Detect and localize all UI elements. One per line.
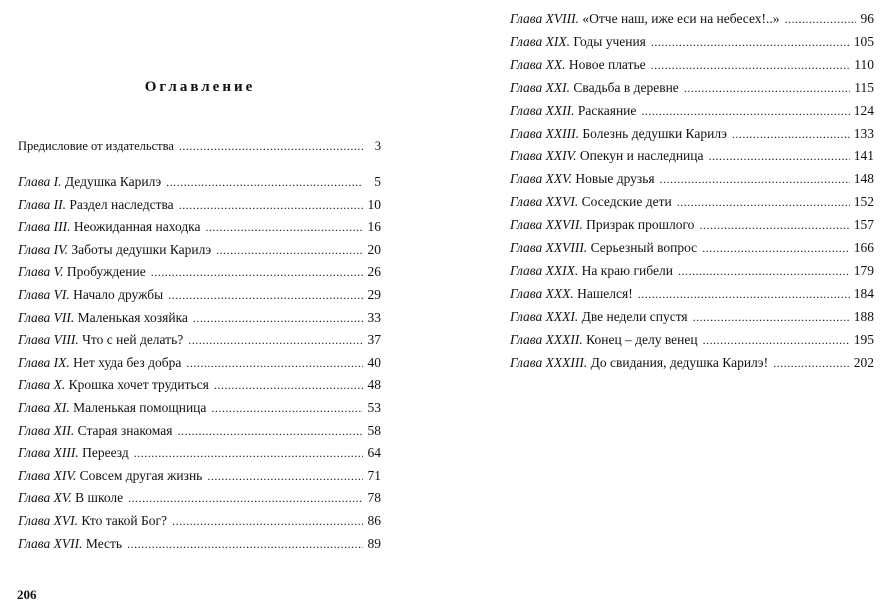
dot-leader bbox=[179, 138, 363, 155]
chapter-title: Серьезный вопрос bbox=[590, 240, 698, 255]
entry-page: 148 bbox=[853, 171, 874, 187]
entry-page: 96 bbox=[860, 11, 874, 26]
entry-page: 40 bbox=[367, 354, 381, 370]
chapter-title: Что с ней делать? bbox=[82, 332, 184, 348]
chapter-number: Глава XX. bbox=[510, 56, 566, 72]
toc-entry bbox=[510, 354, 874, 372]
dot-leader bbox=[128, 490, 363, 507]
chapter-number: Глава XII. bbox=[18, 422, 75, 438]
entry-label bbox=[510, 170, 655, 187]
dot-leader bbox=[168, 287, 363, 304]
dot-leader bbox=[785, 11, 856, 28]
dot-leader bbox=[684, 80, 850, 97]
chapter-number: Глава XXVII. bbox=[510, 217, 583, 233]
entry-page: 86 bbox=[367, 513, 381, 528]
entry-label bbox=[18, 535, 122, 552]
toc-entry bbox=[510, 216, 874, 234]
entry-label bbox=[18, 512, 167, 529]
chapter-title: Заботы дедушки Карилэ bbox=[71, 241, 212, 257]
entry-page: 133 bbox=[853, 125, 874, 141]
dot-leader bbox=[677, 194, 850, 211]
entry-page: 124 bbox=[853, 102, 874, 118]
dot-leader bbox=[172, 513, 363, 530]
chapter-title: Раскаяние bbox=[577, 102, 637, 118]
toc-entry bbox=[510, 102, 874, 120]
chapter-title: Переезд bbox=[82, 445, 129, 461]
entry-page: 152 bbox=[853, 194, 874, 210]
entry-label bbox=[510, 147, 703, 164]
entry-page: 184 bbox=[853, 285, 874, 301]
chapter-title: Годы учения bbox=[573, 33, 646, 49]
toc-entry bbox=[18, 399, 381, 417]
entry-page: 16 bbox=[367, 219, 381, 235]
entry-page: 64 bbox=[367, 445, 381, 461]
chapter-number: Глава XV. bbox=[18, 490, 72, 506]
chapter-title: Крошка хочет трудиться bbox=[68, 377, 209, 393]
toc-entry bbox=[18, 309, 381, 327]
dot-leader bbox=[211, 400, 363, 417]
entry-label bbox=[18, 422, 172, 439]
chapter-number: Глава XXIII. bbox=[510, 125, 580, 141]
chapter-number: Глава XXX. bbox=[510, 285, 574, 301]
chapter-title: Маленькая помощница bbox=[73, 400, 207, 415]
chapter-number: Глава XIV. bbox=[18, 467, 77, 483]
dot-leader bbox=[660, 171, 850, 188]
entry-page: 115 bbox=[854, 79, 874, 95]
entry-page: 188 bbox=[853, 308, 874, 324]
chapter-title: Новое платье bbox=[568, 56, 646, 72]
chapter-title: Неожиданная находка bbox=[73, 219, 201, 235]
entry-page: 195 bbox=[853, 331, 874, 347]
toc-entry bbox=[18, 354, 381, 372]
chapter-number: Глава XXXII. bbox=[510, 331, 583, 347]
chapter-number: Глава XXII. bbox=[510, 102, 575, 118]
dot-leader bbox=[179, 197, 363, 214]
chapter-title: Месть bbox=[85, 535, 123, 551]
chapter-number: Глава II. bbox=[18, 196, 67, 212]
chapter-number: Глава XI. bbox=[18, 400, 70, 415]
toc-entry bbox=[510, 147, 874, 165]
entry-label bbox=[510, 33, 646, 50]
entry-page: 26 bbox=[367, 264, 381, 280]
chapter-title: Дедушка Карилэ bbox=[64, 174, 162, 189]
toc-entry bbox=[18, 173, 381, 191]
chapter-title: Кто такой Бог? bbox=[81, 513, 168, 528]
toc-entry bbox=[510, 125, 874, 143]
chapter-title: Нашелся! bbox=[577, 285, 633, 301]
chapter-number: Глава XIII. bbox=[18, 445, 79, 461]
chapter-title: Пробуждение bbox=[66, 264, 146, 280]
dot-leader bbox=[207, 468, 363, 485]
chapter-number: Глава XVII. bbox=[18, 535, 83, 551]
toc-entry bbox=[18, 241, 381, 259]
toc-entry bbox=[510, 193, 874, 211]
entry-label bbox=[18, 399, 206, 416]
toc-entry bbox=[510, 285, 874, 303]
dot-leader bbox=[166, 174, 363, 191]
entry-page: 202 bbox=[853, 354, 874, 370]
entry-page: 10 bbox=[367, 196, 381, 212]
chapter-number: Глава IV. bbox=[18, 241, 69, 257]
entry-page: 20 bbox=[367, 241, 381, 257]
chapter-number: Глава I. bbox=[18, 174, 62, 189]
entry-page: 58 bbox=[367, 422, 381, 438]
toc-entry bbox=[510, 331, 874, 349]
chapter-title: Болезнь дедушки Карилэ bbox=[582, 125, 727, 141]
dot-leader bbox=[127, 536, 363, 553]
entry-label bbox=[510, 102, 636, 119]
chapter-number: Глава III. bbox=[18, 219, 71, 235]
toc-entry-preface bbox=[18, 138, 381, 155]
toc-entry bbox=[510, 10, 874, 28]
chapter-title: В школе bbox=[75, 490, 124, 506]
chapter-title: Две недели спустя bbox=[581, 308, 688, 324]
entry-page: 29 bbox=[367, 287, 381, 302]
dot-leader bbox=[708, 148, 849, 165]
dot-leader bbox=[732, 126, 850, 143]
entry-label bbox=[510, 193, 672, 210]
entry-label bbox=[510, 331, 698, 348]
chapter-title: До свидания, дедушка Карилэ! bbox=[590, 354, 769, 370]
toc-entry bbox=[18, 218, 381, 236]
entry-page: 3 bbox=[374, 139, 381, 153]
toc-entry bbox=[510, 262, 874, 280]
chapter-number: Глава XXI. bbox=[510, 79, 571, 95]
entry-label bbox=[510, 125, 727, 142]
chapter-title: Раздел наследства bbox=[69, 196, 174, 212]
chapter-number: Глава XXIV. bbox=[510, 148, 577, 164]
entry-label bbox=[18, 309, 188, 326]
toc-entry bbox=[18, 422, 381, 440]
entry-page: 5 bbox=[374, 174, 381, 189]
chapter-number: Глава IX. bbox=[18, 354, 70, 370]
toc-entry bbox=[18, 286, 381, 304]
toc-entry bbox=[18, 376, 381, 394]
chapter-title: Нет худа без добра bbox=[73, 354, 182, 370]
entry-label bbox=[510, 239, 697, 256]
right-page bbox=[443, 0, 886, 614]
toc-entry bbox=[18, 535, 381, 553]
entry-page: 71 bbox=[367, 467, 381, 483]
toc-entry bbox=[18, 196, 381, 214]
entry-label bbox=[18, 263, 146, 280]
entry-page: 166 bbox=[853, 240, 874, 255]
toc-entry bbox=[510, 56, 874, 74]
chapter-title: На краю гибели bbox=[581, 262, 673, 278]
chapter-title: Конец – делу венец bbox=[586, 331, 698, 347]
toc-entry bbox=[18, 489, 381, 507]
entry-label bbox=[18, 467, 202, 484]
dot-leader bbox=[702, 240, 850, 257]
chapter-number: Глава X. bbox=[18, 377, 66, 393]
entry-label bbox=[18, 173, 161, 190]
dot-leader bbox=[651, 34, 850, 51]
chapter-title: Соседские дети bbox=[581, 194, 672, 210]
dot-leader bbox=[678, 263, 850, 280]
dot-leader bbox=[177, 423, 363, 440]
entry-label: Предисловие от издательства bbox=[18, 139, 174, 153]
chapter-title: Свадьба в деревне bbox=[573, 79, 679, 95]
dot-leader bbox=[134, 445, 363, 462]
chapter-number: Глава XXVIII. bbox=[510, 240, 588, 255]
entry-page: 179 bbox=[853, 262, 874, 278]
entry-page: 37 bbox=[367, 332, 381, 348]
toc-title: Оглавление bbox=[144, 79, 256, 95]
dot-leader bbox=[638, 286, 850, 303]
toc-entry bbox=[510, 239, 874, 257]
entry-label bbox=[18, 241, 211, 258]
entry-label bbox=[510, 10, 780, 27]
dot-leader bbox=[651, 57, 851, 74]
toc-entry bbox=[510, 170, 874, 188]
chapter-title: Совсем другая жизнь bbox=[79, 467, 203, 483]
entry-page: 48 bbox=[367, 377, 381, 393]
chapter-title: «Отче наш, иже еси на небесех!..» bbox=[582, 11, 780, 26]
entry-label bbox=[18, 489, 123, 506]
dot-leader bbox=[206, 219, 363, 236]
dot-leader bbox=[188, 332, 363, 349]
entry-label bbox=[18, 444, 129, 461]
chapter-number: Глава XXV. bbox=[510, 171, 573, 187]
entry-page: 141 bbox=[853, 148, 874, 164]
entry-label bbox=[510, 216, 694, 233]
toc-entry bbox=[510, 79, 874, 97]
chapter-number: Глава VI. bbox=[18, 287, 70, 302]
toc-entry bbox=[510, 308, 874, 326]
toc-entry bbox=[18, 444, 381, 462]
toc-entry bbox=[18, 512, 381, 530]
entry-label bbox=[18, 196, 174, 213]
entry-page: 33 bbox=[367, 309, 381, 325]
entry-page: 78 bbox=[367, 490, 381, 506]
entry-page: 89 bbox=[367, 535, 381, 551]
chapter-number: Глава XVI. bbox=[18, 513, 79, 528]
entry-label bbox=[510, 262, 673, 279]
chapter-title: Начало дружбы bbox=[73, 287, 164, 302]
toc-entry bbox=[18, 467, 381, 485]
dot-leader bbox=[773, 355, 850, 372]
entry-label bbox=[18, 218, 201, 235]
entry-label bbox=[510, 354, 768, 371]
entry-label bbox=[18, 331, 183, 348]
dot-leader bbox=[641, 103, 849, 120]
chapter-number: Глава XVIII. bbox=[510, 11, 580, 26]
toc-entry bbox=[18, 331, 381, 349]
dot-leader bbox=[699, 217, 849, 234]
dot-leader bbox=[216, 242, 363, 259]
dot-leader bbox=[703, 332, 850, 349]
chapter-number: Глава XXXI. bbox=[510, 308, 579, 324]
chapter-number: Глава XIX. bbox=[510, 33, 571, 49]
entry-page: 105 bbox=[853, 33, 874, 49]
toc-entry bbox=[18, 263, 381, 281]
dot-leader bbox=[214, 377, 363, 394]
toc-entry bbox=[510, 33, 874, 51]
entry-page: 157 bbox=[853, 217, 874, 233]
chapter-number: Глава V. bbox=[18, 264, 64, 280]
entry-label bbox=[510, 79, 679, 96]
chapter-title: Старая знакомая bbox=[77, 422, 173, 438]
chapter-number: Глава XXVI. bbox=[510, 194, 579, 210]
entry-label bbox=[510, 285, 633, 302]
entry-page: 53 bbox=[367, 400, 381, 415]
dot-leader bbox=[186, 355, 363, 372]
dot-leader bbox=[151, 264, 363, 281]
chapter-number: Глава XXXIII. bbox=[510, 354, 588, 370]
entry-label bbox=[510, 308, 688, 325]
chapter-title: Маленькая хозяйка bbox=[77, 309, 188, 325]
entry-label bbox=[18, 286, 163, 303]
chapter-number: Глава VIII. bbox=[18, 332, 79, 348]
chapter-title: Опекун и наследница bbox=[579, 148, 704, 164]
chapter-number: Глава XXIX. bbox=[510, 262, 579, 278]
page-number: 206 bbox=[17, 587, 37, 602]
entry-label bbox=[18, 376, 209, 393]
dot-leader bbox=[193, 310, 363, 327]
dot-leader bbox=[693, 309, 850, 326]
chapter-title: Новые друзья bbox=[575, 171, 655, 187]
chapter-number: Глава VII. bbox=[18, 309, 75, 325]
entry-label bbox=[510, 56, 646, 73]
entry-label bbox=[18, 354, 181, 371]
entry-page: 110 bbox=[854, 56, 874, 72]
chapter-title: Призрак прошлого bbox=[586, 217, 695, 233]
